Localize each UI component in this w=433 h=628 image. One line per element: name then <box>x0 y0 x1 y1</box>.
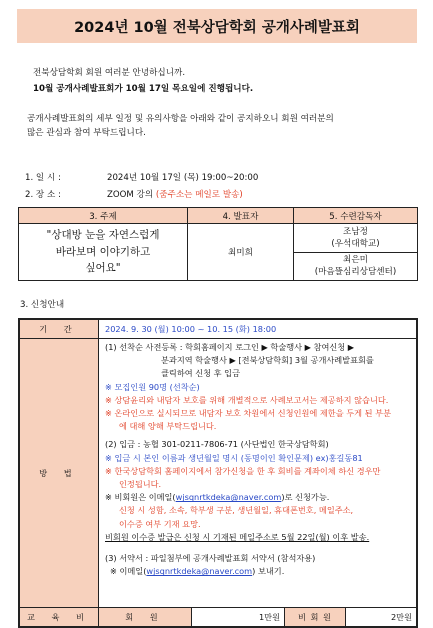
note-online: ※ 온라인으로 실시되므로 내담자 보호 차원에서 신청인원에 제한을 두게 된 부분 <box>105 408 391 419</box>
step1-line-c: 클릭하여 신청 후 입금 <box>161 368 240 379</box>
period-label: 기 간 <box>19 319 99 339</box>
section-registration: 3. 신청안내 <box>20 300 65 310</box>
email-fields-2: 이수증 여부 기재 요망. <box>119 518 201 529</box>
topic-line-1: "상대방 눈을 자연스럽게 <box>46 229 160 242</box>
note-deposit-rule-cont: 인정됩니다. <box>119 479 162 490</box>
note-capacity: ※ 모집인원 90명 (선착순) <box>105 381 200 392</box>
place-note: (줌주소는 메일로 발송) <box>155 190 243 200</box>
step1-line-b: 분과지역 학술행사 ▶ [전북상담학회] 3월 공개사례발표회를 <box>161 355 374 366</box>
fee-member-label: 회 원 <box>99 608 192 628</box>
greeting: 전북상담학회 회원 여러분 안녕하십니까. <box>33 68 186 78</box>
email-note <box>105 491 416 504</box>
fee-nonmember-label: 비 회 원 <box>285 608 346 628</box>
step3-email <box>105 565 416 578</box>
fee-nonmember-value: 2만원 <box>346 608 418 628</box>
page-title: 2024년 10월 전북상담학회 공개사례발표회 <box>17 9 417 43</box>
header-presenter: 4. 발표자 <box>188 208 294 224</box>
place-value <box>107 188 243 202</box>
fee-label: 교 육 비 <box>19 608 99 628</box>
registration-table <box>18 318 418 628</box>
announcement: 10월 공개사례발표회가 10월 17일 목요일에 진행됩니다. <box>33 84 254 94</box>
supervisor-2-name: 최은미 <box>343 255 368 266</box>
place-label: 2. 장 소 : <box>25 190 61 200</box>
note-online-cont: 에 대해 양해 부탁드립니다. <box>119 421 217 432</box>
topic-cell <box>19 224 188 281</box>
topic-line-2: 바라보며 이야기하고 <box>55 245 151 258</box>
email-link[interactable]: wjsqnrtkdeka@naver.com <box>175 492 282 503</box>
step2-line: (2) 입금 : 농협 301-0211-7806-71 (사단법인 한국상담학회) <box>105 439 329 450</box>
note-deposit-rule: ※ 한국상담학회 홈페이지에서 참가신청을 한 후 회비를 계좌이체 하신 경우만 <box>105 465 381 476</box>
date-label: 1. 일 시 : <box>25 173 61 183</box>
supervisor-1-name: 조남정 <box>343 226 368 237</box>
period-value: 2024. 9. 30 (월) 10:00 ~ 10. 15 (화) 18:00 <box>99 319 418 339</box>
supervisor-1-org: (우석대학교) <box>331 238 380 249</box>
email-note-pre: ※ 비회원은 이메일( <box>105 492 176 503</box>
email-fields-1: 신청 시 성함, 소속, 학부생 구분, 생년월일, 휴대폰번호, 메일주소, <box>119 505 354 516</box>
header-supervisor: 5. 수련감독자 <box>294 208 418 224</box>
supervisor-2-org: (마음뜰심리상담센터) <box>314 267 397 278</box>
method-content <box>99 339 418 608</box>
program-table <box>18 207 418 281</box>
header-topic: 3. 주제 <box>19 208 188 224</box>
fee-member-value: 1만원 <box>192 608 285 628</box>
step3-email-link[interactable]: wjsqnrtkdeka@naver.com <box>146 566 253 577</box>
supervisor-2 <box>294 252 418 281</box>
intro-line-2: 많은 관심과 참여 부탁드립니다. <box>27 128 146 138</box>
step3-email-pre: ※ 이메일( <box>110 566 147 577</box>
place-name: ZOOM 강의 <box>107 190 154 200</box>
cert-note: 비회원 이수증 발급은 신청 시 기재된 메일주소로 5월 22일(월) 이후 발송. <box>105 531 370 542</box>
method-label: 방 법 <box>19 339 99 608</box>
email-note-post: )로 신청가능. <box>281 492 330 503</box>
supervisor-1 <box>294 224 418 253</box>
date-value: 2024년 10월 17일 (목) 19:00~20:00 <box>107 173 259 183</box>
note-deposit-name: ※ 입금 시 본인 이름과 생년월일 명시 (동명이인 확인문제) ex)홍길동81 <box>105 452 363 463</box>
note-ethics: ※ 상담윤리와 내담자 보호를 위해 개별적으로 사례보고서는 제공하지 않습니다. <box>105 394 389 405</box>
intro-line-1: 공개사례발표회의 세부 일정 및 유의사항을 아래와 같이 공지하오니 회원 여러분의 <box>27 114 334 124</box>
topic-line-3: 싶어요" <box>85 262 121 275</box>
step3-line: (3) 서약서 : 파일첨부에 공개사례발표회 서약서 (참석자용) <box>105 553 316 564</box>
step3-email-post: ) 보내기. <box>252 566 285 577</box>
presenter-cell: 최미희 <box>188 224 294 281</box>
step1-line-a: (1) 선착순 사전등록 : 학회홈페이지 로그인 ▶ 학술행사 ▶ 참여신청 ▶ <box>105 342 355 352</box>
